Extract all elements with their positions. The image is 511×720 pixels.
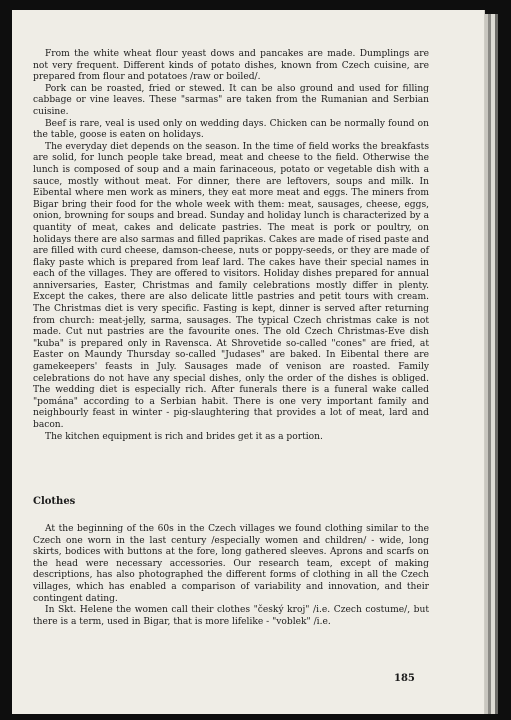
page-edge xyxy=(495,14,498,714)
clothes-section-text xyxy=(33,524,429,628)
paragraph: The kitchen equipment is rich and brides get it as a portion. xyxy=(45,431,323,442)
paragraph: From the white wheat flour yeast dows and pancakes are made. Dumplings are not very frequent. Different kinds of potato dishes, known from Czech cuisine, are prepared from flour and potatoes /raw or boiled/. xyxy=(33,49,429,83)
paragraph: At the beginning of the 60s in the Czech villages we found clothing similar to the Czech one worn in the last century /especially women and children/ - wide, long skirts, bodices with buttons at the fore, long gathered sleeves. Aprons and scarfs on the head were necessary accessories. Our research team, except of making descriptions, has also photographed the different forms of clothing in all the Czech villages, which has enabled a comparison of variability and innovation, and their contingent dating. xyxy=(33,524,429,604)
page-number: 185 xyxy=(394,673,415,684)
section-heading: Clothes xyxy=(33,496,76,507)
paragraph: The everyday diet depends on the season. In the time of field works the breakfasts are solid, for lunch people take bread, meat and cheese to the field. Otherwise the lunch is composed of soup and a main farinaceous, potato or vegetable dish with a sauce, mostly without meat. For dinner, there are leftovers, soups and milk. In Eibental where men work as miners, they eat more meat and eggs. The miners from Bigar bring their food for the whole week with them: meat, sausages, cheese, eggs, onion, browning for soups and bread. Sunday and holiday lunch is characterized by a quantity of meat, cakes and delicate pastries. The meat is pork or poultry, on holidays there are also sarmas and filled paprikas. Cakes are made of rised paste and are filled with curd cheese, damson-cheese, nuts or poppy-seeds, or they are made of flaky paste which is prepared from leaf lard. The cakes have their special names in each of the villages. They are offered to visitors. Holiday dishes prepared for annual anniversaries, Easter, Christmas and family celebrations mostly differ in plenty. Except the cakes, there are also delicate little pastries and petit tours with cream. The Christmas diet is very specific. Fasting is kept, dinner is served after returning from church: meat-jelly, sarma, sausages. The typical Czech christmas cake is not made. Cut nut pastries are the favourite ones. The old Czech Christmas-Eve dish "kuba" is prepared only in Ravensca. At Shrovetide so-called "cones" are fried, at Easter on Maundy Thursday so-called "Judases" are baked. In Eibental there are gamekeepers' feasts in July. Sausages made of venison are roasted. Family celebrations do not have any special dishes, only the order of the dishes is obliged. The wedding diet is especially rich. After funerals there is a funeral wake called "pomána" according to a Serbian habit. There is one very important family and neighbourly feast in winter - pig-slaughtering that provides a lot of meat, lard and bacon. xyxy=(33,141,429,430)
book-page xyxy=(12,10,484,714)
food-section-text xyxy=(33,49,429,443)
paragraph: Pork can be roasted, fried or stewed. It can be also ground and used for filling cabbage or vine leaves. These "sarmas" are taken from the Rumanian and Serbian cuisine. xyxy=(33,83,429,117)
paragraph: In Skt. Helene the women call their clothes "český kroj" /i.e. Czech costume/, but there is a term, used in Bigar, that is more lifelike - "voblek" /i.e. xyxy=(33,605,429,627)
paragraph: Beef is rare, veal is used only on wedding days. Chicken can be normally found on the table, goose is eaten on holidays. xyxy=(33,118,429,141)
